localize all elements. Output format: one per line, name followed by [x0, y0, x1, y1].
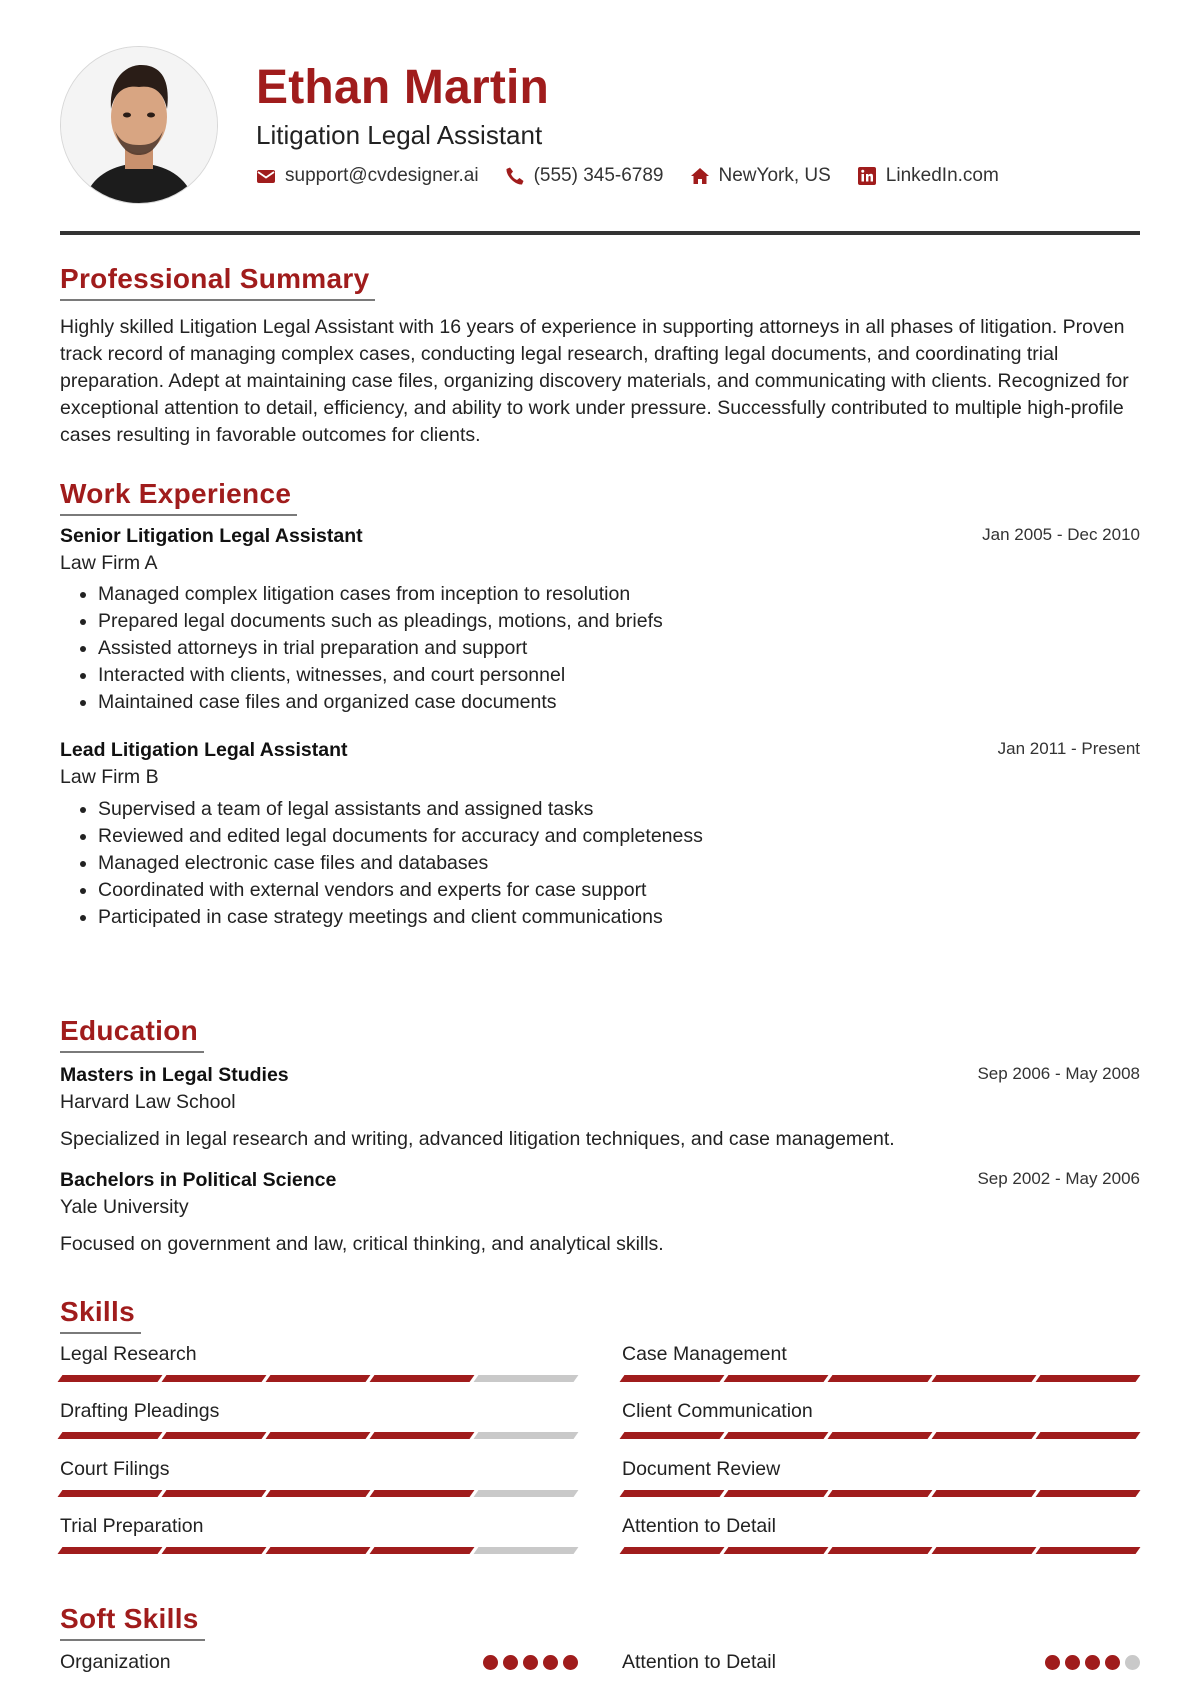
- skill-level-segment-filled: [932, 1375, 1037, 1382]
- skill-level-segment-filled: [932, 1547, 1037, 1554]
- skill-level-segment-filled: [58, 1490, 163, 1497]
- job-2-bullets: [60, 796, 703, 931]
- edu-2-description: Focused on government and law, critical thinking, and analytical skills.: [60, 1233, 664, 1255]
- job-title-headline: Litigation Legal Assistant: [256, 120, 543, 150]
- edu-2-degree: Bachelors in Political Science: [60, 1169, 337, 1191]
- avatar: [60, 46, 218, 204]
- education-heading: Education: [60, 1015, 204, 1053]
- skill-level-bar: [622, 1375, 1140, 1382]
- linkedin-text: LinkedIn.com: [885, 165, 999, 186]
- skill-level-segment-filled: [370, 1375, 475, 1382]
- skill-name: Drafting Pleadings: [60, 1400, 220, 1422]
- contact-phone[interactable]: [505, 165, 664, 187]
- skill-level-segment-filled: [1036, 1375, 1141, 1382]
- list-item: • Managed complex litigation cases from inception to resolution: [98, 581, 663, 608]
- skill-level-segment-empty: [474, 1547, 579, 1554]
- skill-level-segment-filled: [724, 1432, 829, 1439]
- skill-level-segment-filled: [58, 1432, 163, 1439]
- summary-text: Highly skilled Litigation Legal Assistant with 16 years of experience in supporting attorneys in all phases of litigation. Proven track record of managing complex cases, conducting legal research, drafting legal documents, and coordinating trial preparation. Adept at maintaining case files, organizing discovery materials, and communicating with clients. Recognized for exceptional attention to detail, efficiency, and ability to work under pressure. Successfully contributed to multiple high-profile cases resulting in favorable outcomes for clients.: [60, 316, 1129, 446]
- job-1-title: Senior Litigation Legal Assistant: [60, 525, 363, 547]
- skill-name: Case Management: [622, 1343, 787, 1365]
- rating-dot-empty: [1125, 1655, 1140, 1670]
- rating-dot-filled: [543, 1655, 558, 1670]
- location-text: NewYork, US: [718, 165, 831, 186]
- skill-level-segment-filled: [370, 1547, 475, 1554]
- skill-name: Trial Preparation: [60, 1515, 204, 1537]
- job-1-bullets: [60, 581, 663, 716]
- skill-level-segment-filled: [266, 1432, 371, 1439]
- rating-dot-filled: [523, 1655, 538, 1670]
- skill-level-segment-filled: [932, 1432, 1037, 1439]
- skill-level-segment-filled: [370, 1432, 475, 1439]
- skill-level-segment-filled: [1036, 1490, 1141, 1497]
- list-item: • Assisted attorneys in trial preparation and support: [98, 635, 663, 662]
- skill-level-segment-filled: [162, 1432, 267, 1439]
- email-text: support@cvdesigner.ai: [285, 165, 479, 186]
- list-item: • Supervised a team of legal assistants and assigned tasks: [98, 796, 703, 823]
- skill-name: Document Review: [622, 1458, 781, 1480]
- skill-level-bar: [622, 1432, 1140, 1439]
- skill-item: [60, 1458, 578, 1497]
- contact-linkedin[interactable]: [857, 165, 999, 187]
- skill-item: [622, 1400, 1140, 1439]
- edu-2-dates: Sep 2002 - May 2006: [977, 1169, 1140, 1188]
- skill-level-segment-filled: [162, 1490, 267, 1497]
- skill-level-bar: [60, 1490, 578, 1497]
- edu-1-dates: Sep 2006 - May 2008: [977, 1064, 1140, 1083]
- skill-level-segment-filled: [58, 1547, 163, 1554]
- skill-level-bar: [622, 1547, 1140, 1554]
- skill-item: [622, 1515, 1140, 1554]
- list-item: • Interacted with clients, witnesses, and court personnel: [98, 662, 663, 689]
- skill-level-segment-filled: [620, 1432, 725, 1439]
- skill-level-segment-filled: [828, 1375, 933, 1382]
- job-2-dates: Jan 2011 - Present: [997, 739, 1140, 758]
- contact-email[interactable]: [256, 165, 479, 187]
- list-item: • Coordinated with external vendors and experts for case support: [98, 877, 703, 904]
- skill-level-segment-filled: [266, 1375, 371, 1382]
- contact-bar: [256, 165, 999, 187]
- skill-level-segment-filled: [724, 1547, 829, 1554]
- edu-1-school: Harvard Law School: [60, 1091, 236, 1113]
- skill-level-segment-filled: [162, 1547, 267, 1554]
- rating-dot-filled: [1045, 1655, 1060, 1670]
- skill-level-bar: [622, 1490, 1140, 1497]
- skill-level-bar: [60, 1547, 578, 1554]
- job-1-dates: Jan 2005 - Dec 2010: [982, 525, 1140, 544]
- skill-name: Legal Research: [60, 1343, 197, 1365]
- rating-dot-filled: [563, 1655, 578, 1670]
- rating-dot-filled: [1065, 1655, 1080, 1670]
- rating-dot-filled: [483, 1655, 498, 1670]
- soft-skill-rating: [1045, 1655, 1140, 1670]
- list-item: • Managed electronic case files and databases: [98, 850, 703, 877]
- skill-item: [60, 1400, 578, 1439]
- skill-level-segment-empty: [474, 1490, 579, 1497]
- skill-level-segment-filled: [266, 1547, 371, 1554]
- skill-item: [60, 1343, 578, 1382]
- summary-heading: Professional Summary: [60, 263, 375, 301]
- job-1-company: Law Firm A: [60, 552, 158, 574]
- contact-location: [690, 165, 831, 187]
- soft-skill-rating: [483, 1655, 578, 1670]
- edu-2-school: Yale University: [60, 1196, 189, 1218]
- skill-level-segment-filled: [620, 1490, 725, 1497]
- rating-dot-filled: [1105, 1655, 1120, 1670]
- soft-skill-item: [60, 1651, 578, 1674]
- experience-heading: Work Experience: [60, 478, 297, 516]
- skill-item: [622, 1458, 1140, 1497]
- list-item: • Reviewed and edited legal documents for accuracy and completeness: [98, 823, 703, 850]
- envelope-icon: [256, 166, 276, 186]
- skill-name: Court Filings: [60, 1458, 170, 1480]
- skill-item: [60, 1515, 578, 1554]
- job-2-company: Law Firm B: [60, 766, 159, 788]
- home-icon: [690, 166, 710, 186]
- skill-level-segment-empty: [474, 1375, 579, 1382]
- list-item: • Prepared legal documents such as pleadings, motions, and briefs: [98, 608, 663, 635]
- skill-level-segment-filled: [828, 1490, 933, 1497]
- phone-icon: [505, 166, 525, 186]
- skill-name: Attention to Detail: [622, 1515, 776, 1537]
- skill-level-segment-filled: [724, 1375, 829, 1382]
- soft-skill-item: [622, 1651, 1140, 1674]
- rating-dot-filled: [503, 1655, 518, 1670]
- skill-item: [622, 1343, 1140, 1382]
- edu-1-degree: Masters in Legal Studies: [60, 1064, 289, 1086]
- skill-level-bar: [60, 1375, 578, 1382]
- skill-level-segment-filled: [58, 1375, 163, 1382]
- skill-level-segment-filled: [1036, 1432, 1141, 1439]
- phone-text: (555) 345-6789: [533, 165, 664, 186]
- candidate-name: Ethan Martin: [256, 61, 550, 114]
- linkedin-icon: [857, 166, 877, 186]
- skill-level-segment-filled: [724, 1490, 829, 1497]
- skills-heading: Skills: [60, 1296, 141, 1334]
- job-2-title: Lead Litigation Legal Assistant: [60, 739, 348, 761]
- skill-level-segment-filled: [932, 1490, 1037, 1497]
- list-item: • Participated in case strategy meetings and client communications: [98, 904, 703, 931]
- skill-level-segment-filled: [620, 1547, 725, 1554]
- list-item: • Maintained case files and organized case documents: [98, 689, 663, 716]
- rating-dot-filled: [1085, 1655, 1100, 1670]
- skill-level-segment-filled: [828, 1432, 933, 1439]
- skill-level-bar: [60, 1432, 578, 1439]
- skill-name: Client Communication: [622, 1400, 813, 1422]
- skill-level-segment-filled: [620, 1375, 725, 1382]
- soft-skills-heading: Soft Skills: [60, 1603, 205, 1641]
- skill-level-segment-filled: [828, 1547, 933, 1554]
- soft-skill-name: Attention to Detail: [622, 1651, 776, 1673]
- skill-level-segment-filled: [266, 1490, 371, 1497]
- skill-level-segment-empty: [474, 1432, 579, 1439]
- skill-level-segment-filled: [1036, 1547, 1141, 1554]
- skill-level-segment-filled: [162, 1375, 267, 1382]
- soft-skill-name: Organization: [60, 1651, 171, 1673]
- profile-photo: [61, 47, 217, 203]
- edu-1-description: Specialized in legal research and writing, advanced litigation techniques, and case management.: [60, 1128, 895, 1150]
- skill-level-segment-filled: [370, 1490, 475, 1497]
- header-divider: [60, 231, 1140, 235]
